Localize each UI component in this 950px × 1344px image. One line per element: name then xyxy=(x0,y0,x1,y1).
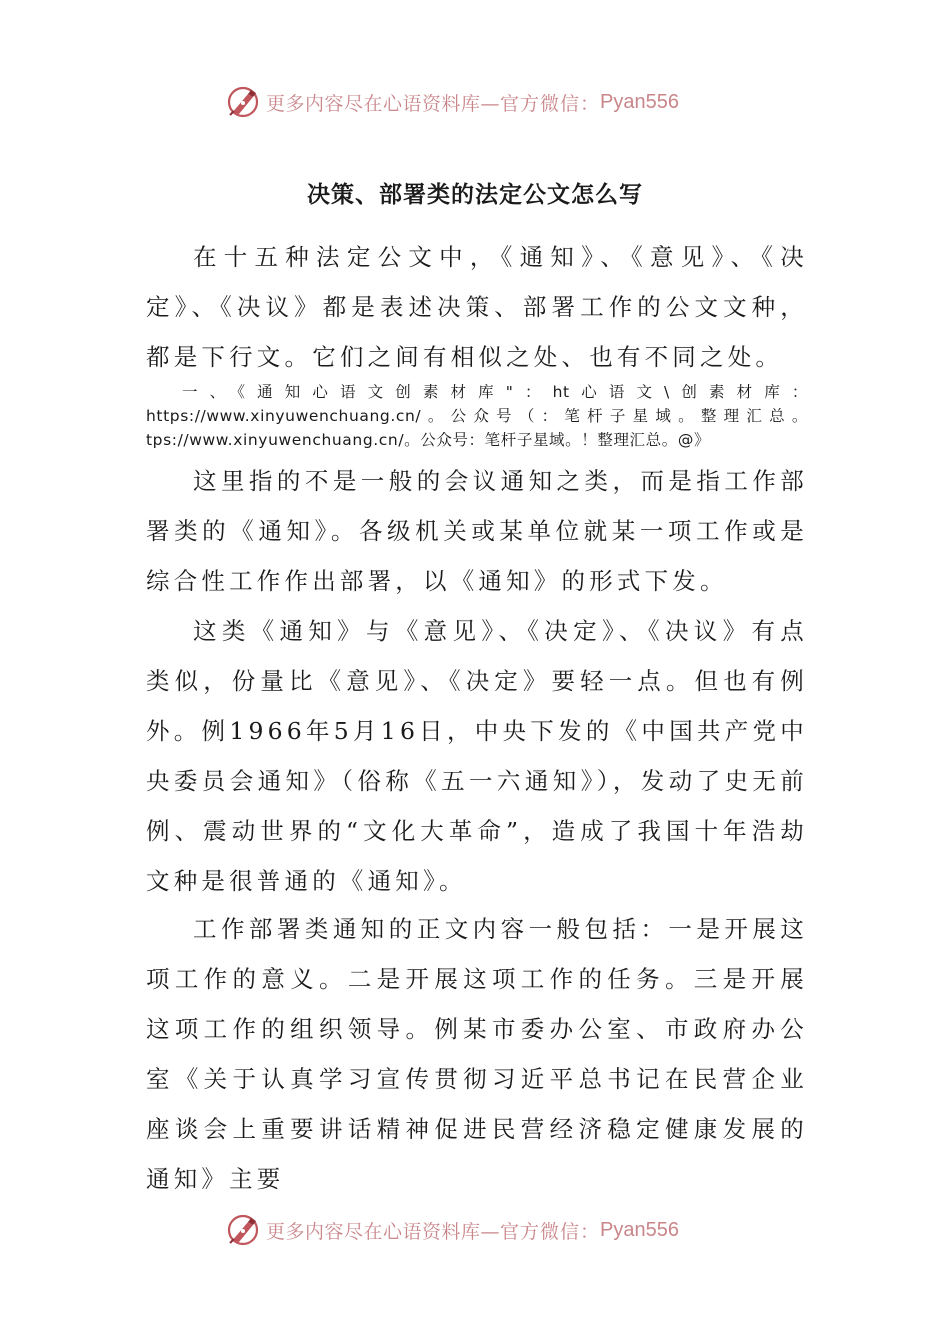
watermark-promo-text: 更多内容尽在心语资料库— xyxy=(266,92,501,115)
watermark-wechat-label: 官方微信： xyxy=(500,1220,601,1243)
watermark-wechat-account: Pyan556 xyxy=(600,1218,679,1241)
paragraph-notice-definition: 这里指的不是一般的会议通知之类，而是指工作部署类的《通知》。各级机关或某单位就某一项工作或是综合性工作作出部署，以《通知》的形式下发。 xyxy=(146,467,808,595)
paragraph-intro: 在十五种法定公文中，《通知》、《意见》、《决定》、《决议》都是表述决策、部署工作的公文文种，都是下行文。它们之间有相似之处、也有不同之处。 xyxy=(146,243,808,371)
watermark-wechat-account: Pyan556 xyxy=(600,90,679,113)
pen-nib-logo-icon xyxy=(226,1213,260,1247)
watermark-promo-text: 更多内容尽在心语资料库— xyxy=(266,1220,501,1243)
pen-nib-logo-icon xyxy=(226,85,260,119)
watermark-wechat-label: 官方微信： xyxy=(500,92,601,115)
header-watermark-banner xyxy=(226,84,746,120)
paragraph-notice-comparison: 这类《通知》与《意见》、《决定》、《决议》有点类似，份量比《意见》、《决定》要轻一点。但也有例外。例1966年5月16日，中央下发的《中国共产党中央委员会通知》（俗称《五一六通知》），发动了史无前例、震动世界的“文化大革命”，造成了我国十年浩劫文种是很普通的《通知》。 xyxy=(146,617,808,895)
footer-watermark-banner xyxy=(226,1212,746,1248)
section-heading-notice: 一、《通知心语文创素材库"：ht心语文\创素材库：https://www.xinyuwenchuang.cn/。公众号（：笔杆子星域。整理汇总。tps://www.xinyuwenchuang.cn/。公众号：笔杆子星域。！整理汇总。@》 xyxy=(146,383,808,449)
paragraph-notice-content: 工作部署类通知的正文内容一般包括：一是开展这项工作的意义。二是开展这项工作的任务。三是开展这项工作的组织领导。例某市委办公室、市政府办公室《关于认真学习宣传贯彻习近平总书记在民营企业座谈会上重要讲话精神促进民营经济稳定健康发展的通知》主要 xyxy=(146,915,808,1193)
document-title: 决策、部署类的法定公文怎么写 xyxy=(307,181,643,208)
